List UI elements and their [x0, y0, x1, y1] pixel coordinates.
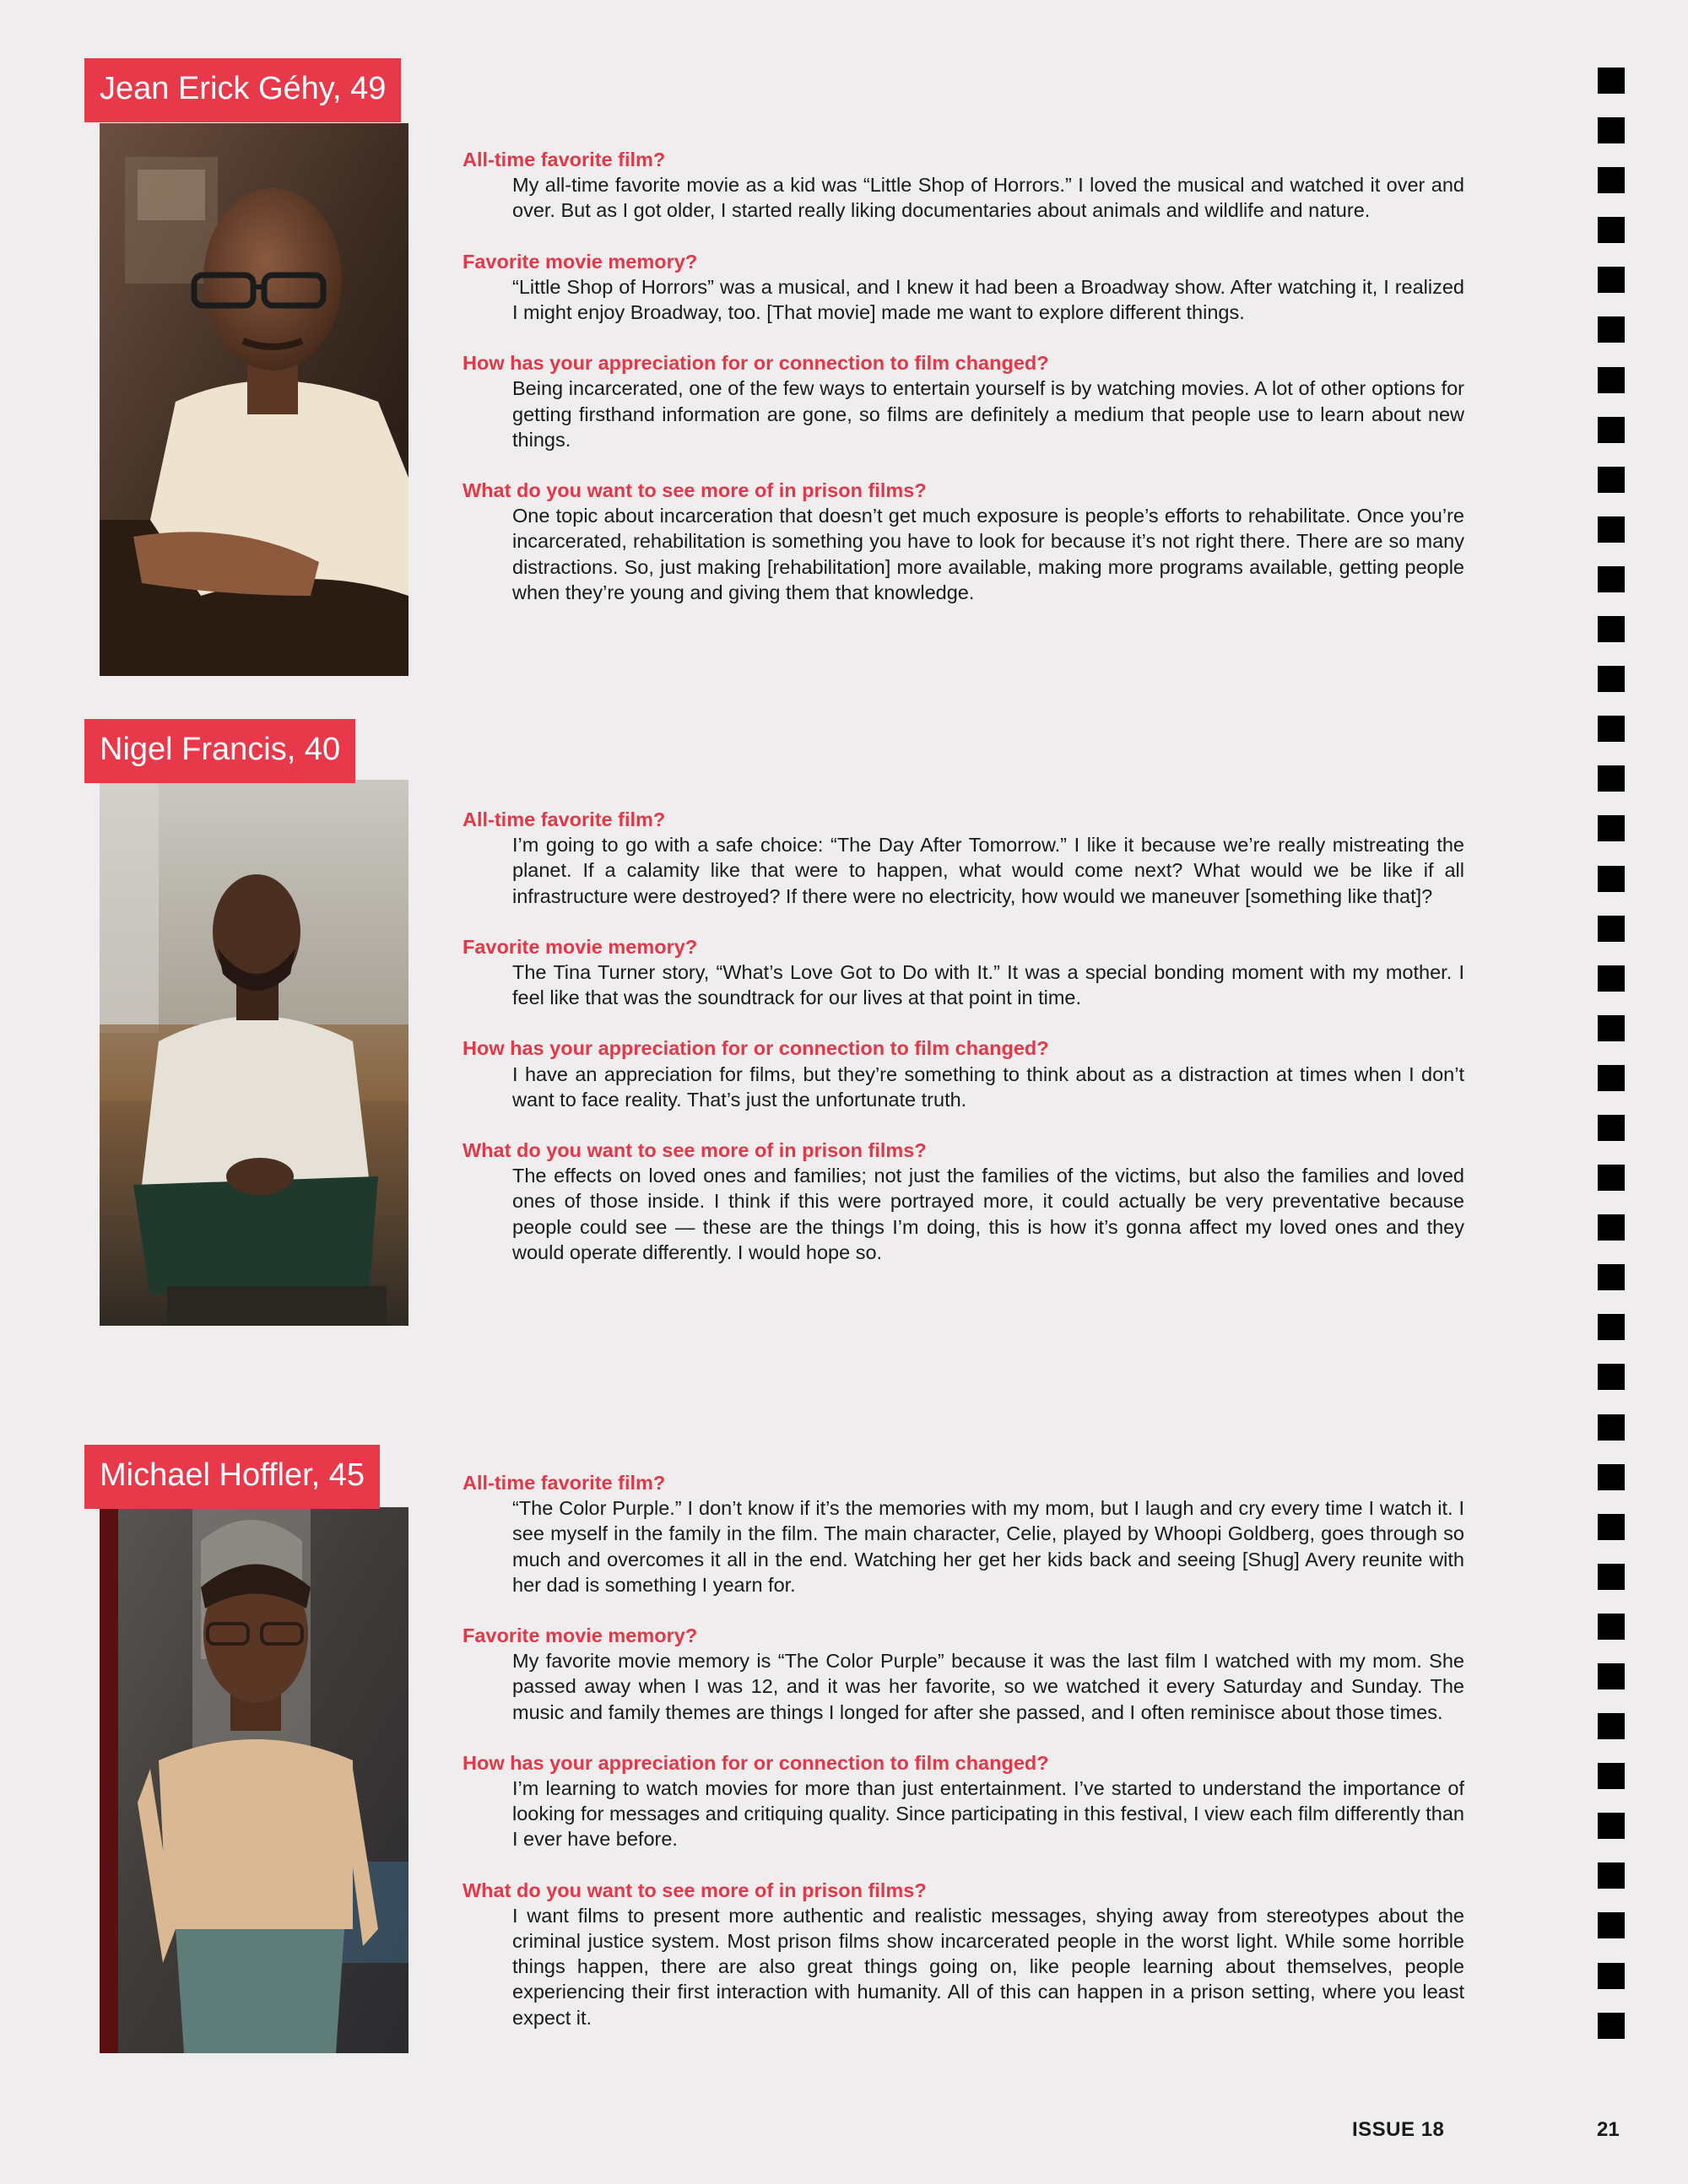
film-strip-hole [1598, 1663, 1625, 1689]
answer: “The Color Purple.” I don’t know if it’s the memories with my mom, but I laugh and cry every time I watch it. I see myself in the family in the film. The main character, Celie, played by Whoopi Goldberg, goes through so much and overcomes it all in the end. Watching her get her kids back and seeing [Shug] Avery reunite with her dad is something I yearn for. [512, 1497, 1464, 1596]
film-strip-hole [1598, 1763, 1625, 1789]
name-tag-michael-hoffler: Michael Hoffler, 45 [84, 1445, 380, 1509]
answer: I have an appreciation for films, but they’re something to think about as a distraction at times when I don’t want to face reality. That’s just the unfortunate truth. [512, 1062, 1464, 1111]
portrait-photo-nigel-francis [100, 780, 408, 1326]
issue-label: ISSUE 18 [1352, 2118, 1445, 2141]
film-strip-hole [1598, 1115, 1625, 1141]
page-number: 21 [1597, 2118, 1620, 2141]
film-strip-hole [1598, 117, 1625, 143]
film-strip-hole [1598, 1564, 1625, 1590]
answer: The Tina Turner story, “What’s Love Got to Do with It.” It was a special bonding moment with my mother. I feel like that was the soundtrack for our lives at that point in time. [512, 961, 1464, 1009]
portrait-photo-jean-erick-gehy [100, 123, 408, 676]
film-strip-hole [1598, 1963, 1625, 1989]
question: Favorite movie memory? [463, 935, 698, 958]
name-tag-nigel-francis: Nigel Francis, 40 [84, 719, 355, 783]
film-strip-hole [1598, 1414, 1625, 1441]
answer: I want films to present more authentic and realistic messages, shying away from stereotypes about the criminal justice system. Most prison films show incarcerated people in the worst light. While some horrible things happen, there are also great things going on, like people learning about themselves, people experiencing their first interaction with humanity. All of this can happen in a prison setting, where you least expect it. [512, 1904, 1464, 2029]
film-strip-hole [1598, 367, 1625, 393]
film-strip-border [1598, 68, 1625, 2062]
question: Favorite movie memory? [463, 1624, 698, 1647]
answer: My favorite movie memory is “The Color Purple” because it was the last film I watched with my mom. She passed away when I was 12, and it was her favorite, so we watched it every Saturday and Sunday. The music and family themes are things I longed for after she passed, and I often reminisce about those times. [512, 1650, 1464, 1723]
question: What do you want to see more of in prison films? [463, 1879, 927, 1901]
question: All-time favorite film? [463, 1472, 666, 1494]
answer: The effects on loved ones and families; not just the families of the victims, but also the families and loved ones of those inside. I think if this were portrayed more, it could actually be very preventative because people could see — these are the things I’m doing, this is how it’s gonna affect my loved ones and they would operate differently. I would hope so. [512, 1165, 1464, 1263]
answer: Being incarcerated, one of the few ways to entertain yourself is by watching movies. A lot of other options for getting firsthand information are gone, so films are definitely a medium that people use to learn about new things. [512, 377, 1464, 451]
portrait-photo-michael-hoffler [100, 1507, 408, 2053]
film-strip-hole [1598, 616, 1625, 642]
film-strip-hole [1598, 1015, 1625, 1041]
question: All-time favorite film? [463, 808, 666, 830]
film-strip-hole [1598, 765, 1625, 792]
film-strip-hole [1598, 1065, 1625, 1091]
film-strip-hole [1598, 68, 1625, 94]
film-strip-hole [1598, 866, 1625, 892]
film-strip-hole [1598, 267, 1625, 293]
question: How has your appreciation for or connection to film changed? [463, 1751, 1049, 1774]
answer: My all-time favorite movie as a kid was “Little Shop of Horrors.” I loved the musical and watched it over and over. But as I got older, I started really liking documentaries about animals and wildlife and nature. [512, 174, 1464, 222]
film-strip-hole [1598, 417, 1625, 443]
film-strip-hole [1598, 566, 1625, 592]
film-strip-hole [1598, 1264, 1625, 1290]
film-strip-hole [1598, 516, 1625, 543]
question: What do you want to see more of in prison films? [463, 479, 927, 502]
film-strip-hole [1598, 467, 1625, 493]
film-strip-hole [1598, 815, 1625, 841]
qa-section-jean-erick-gehy [463, 147, 1464, 630]
film-strip-hole [1598, 1912, 1625, 1938]
film-strip-hole [1598, 1514, 1625, 1540]
answer: I’m learning to watch movies for more than just entertainment. I’ve started to understand the importance of looking for messages and critiquing quality. Since participating in this festival, I view each film differently than I ever have before. [512, 1777, 1464, 1851]
question: What do you want to see more of in prison films? [463, 1139, 927, 1162]
film-strip-hole [1598, 1314, 1625, 1340]
film-strip-hole [1598, 1165, 1625, 1191]
question: All-time favorite film? [463, 149, 666, 170]
name-tag-jean-erick-gehy: Jean Erick Géhy, 49 [84, 58, 401, 122]
film-strip-hole [1598, 916, 1625, 942]
film-strip-hole [1598, 666, 1625, 692]
answer: I’m going to go with a safe choice: “The Day After Tomorrow.” I like it because we’re really mistreating the planet. If a calamity like that were to happen, what would come next? What would we be like if all infrastructure were destroyed? If there were no electricity, how would we maneuver [something like that]? [512, 834, 1464, 907]
question: How has your appreciation for or connection to film changed? [463, 1037, 1049, 1060]
film-strip-hole [1598, 316, 1625, 343]
film-strip-hole [1598, 1464, 1625, 1490]
qa-section-michael-hoffler [463, 1470, 1464, 2056]
film-strip-hole [1598, 1862, 1625, 1889]
question: Favorite movie memory? [463, 250, 698, 273]
film-strip-hole [1598, 1214, 1625, 1241]
question: How has your appreciation for or connection to film changed? [463, 352, 1049, 375]
qa-section-nigel-francis [463, 807, 1464, 1290]
answer: One topic about incarceration that doesn’t get much exposure is people’s efforts to rehabilitate. Once you’re incarcerated, rehabilitation is something you have to look for because it’s not right there. There are so many distractions. So, just making [rehabilitation] more available, making more programs available, getting people when they’re young and giving them that knowledge. [512, 505, 1464, 603]
film-strip-hole [1598, 1364, 1625, 1390]
answer: “Little Shop of Horrors” was a musical, and I knew it had been a Broadway show. After watching it, I realized I might enjoy Broadway, too. [That movie] made me want to explore different things. [512, 275, 1464, 324]
film-strip-hole [1598, 1713, 1625, 1739]
film-strip-hole [1598, 1614, 1625, 1640]
film-strip-hole [1598, 217, 1625, 243]
film-strip-hole [1598, 716, 1625, 742]
film-strip-hole [1598, 2013, 1625, 2039]
film-strip-hole [1598, 1813, 1625, 1839]
film-strip-hole [1598, 167, 1625, 193]
film-strip-hole [1598, 965, 1625, 992]
